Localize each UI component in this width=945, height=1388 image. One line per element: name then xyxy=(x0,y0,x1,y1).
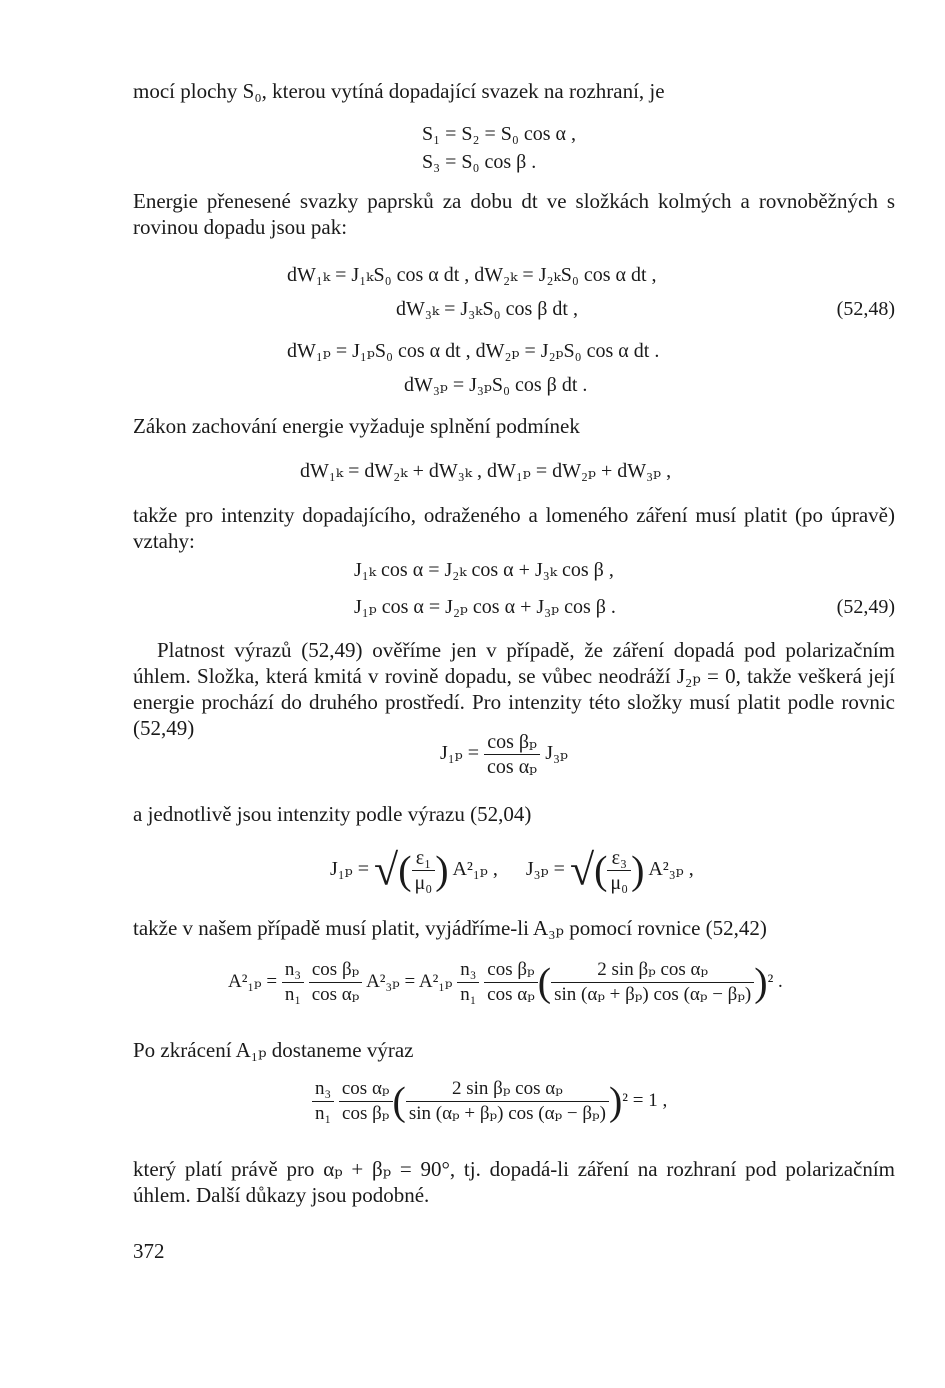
big-frac-3 xyxy=(457,958,479,1007)
equation-w1: dW₁ₖ = J₁ₖS₀ cos α dt , dW₂ₖ = J₂ₖS₀ cos α dt , xyxy=(287,264,657,286)
equation-ratio xyxy=(440,730,568,779)
sqrt-icon: √ xyxy=(374,845,399,895)
big-end: ² . xyxy=(767,970,783,992)
big-frac-1 xyxy=(282,958,304,1007)
big-frac-3-num: n₃ xyxy=(457,958,479,983)
big-frac-5-den: sin (αₚ + βₚ) cos (αₚ − βₚ) xyxy=(554,984,752,1005)
fin-frac-1 xyxy=(312,1077,334,1126)
fin-frac-2-den: cos βₚ xyxy=(342,1103,390,1124)
int-b-lhs: J₃ₚ = xyxy=(525,858,565,881)
ratio-rhs: J₃ₚ xyxy=(545,742,568,765)
fin-frac-1-num: n₃ xyxy=(312,1077,334,1102)
int-b-tail: A²₃ₚ , xyxy=(648,858,694,881)
equation-amplitude xyxy=(228,958,783,1007)
paragraph-6: a jednotlivě jsou intenzity podle výrazu (52,04) xyxy=(133,802,532,826)
big-frac-3-den: n₁ xyxy=(460,984,477,1005)
ratio-fraction xyxy=(484,730,540,779)
sqrt-icon: √ xyxy=(569,845,595,895)
equation-number-52-49: (52,49) xyxy=(836,596,895,618)
big-frac-2 xyxy=(309,958,363,1007)
paragraph-3: Zákon zachování energie vyžaduje splnění podmínek xyxy=(133,414,580,438)
big-mid: A²₃ₚ = A²₁ₚ xyxy=(366,970,453,992)
equation-number-52-48: (52,48) xyxy=(836,298,895,320)
ratio-lhs: J₁ₚ = xyxy=(440,742,480,765)
paren-close-icon: ) xyxy=(631,847,645,893)
equation-w3: dW₁ₚ = J₁ₚS₀ cos α dt , dW₂ₚ = J₂ₚS₀ cos α dt . xyxy=(287,340,660,362)
fin-end: ² = 1 , xyxy=(622,1089,668,1111)
page-number: 372 xyxy=(133,1239,165,1263)
int-a-fraction xyxy=(412,846,436,895)
big-frac-2-den: cos αₚ xyxy=(311,984,360,1005)
paren-close-icon: ) xyxy=(754,959,768,1005)
equation-w4: dW₃ₚ = J₃ₚS₀ cos β dt . xyxy=(404,374,588,396)
equation-j1: J₁ₖ cos α = J₂ₖ cos α + J₃ₖ cos β , xyxy=(354,559,614,581)
ratio-numerator: cos βₚ xyxy=(484,730,540,755)
equation-intensities xyxy=(330,846,694,895)
paren-open-icon: ( xyxy=(398,847,412,893)
paren-open-icon: ( xyxy=(392,1078,406,1124)
int-b-denominator: μ₀ xyxy=(610,872,629,894)
equation-final xyxy=(312,1077,667,1126)
paragraph-9: který platí právě pro αₚ + βₚ = 90°, tj. dopadá-li záření na rozhraní pod polarizačním úhlem. Další důkazy jsou podobné. xyxy=(133,1157,895,1207)
fin-frac-3-num: 2 sin βₚ cos αₚ xyxy=(406,1077,609,1102)
paren-close-icon: ) xyxy=(608,1078,623,1124)
paragraph-1: mocí plochy S₀, kterou vytíná dopadající svazek na rozhraní, je xyxy=(133,79,665,103)
fin-frac-1-den: n₁ xyxy=(315,1103,332,1124)
int-a-tail: A²₁ₚ , xyxy=(452,858,498,881)
paragraph-7: takže v našem případě musí platit, vyjádříme-li A₃ₚ pomocí rovnice (52,42) xyxy=(133,916,767,940)
ratio-denominator: cos αₚ xyxy=(487,756,538,778)
fin-frac-2-num: cos αₚ xyxy=(339,1077,393,1102)
big-frac-2-num: cos βₚ xyxy=(309,958,363,983)
big-frac-1-den: n₁ xyxy=(284,984,301,1005)
int-a-lhs: J₁ₚ = xyxy=(330,858,370,881)
paren-open-icon: ( xyxy=(537,959,552,1005)
int-b-fraction xyxy=(607,846,631,895)
paragraph-8: Po zkrácení A₁ₚ dostaneme výraz xyxy=(133,1038,414,1062)
big-frac-4-num: cos βₚ xyxy=(484,958,538,983)
paragraph-2: Energie přenesené svazky paprsků za dobu dt ve složkách kolmých a rovnoběžných s rovinou dopadu jsou pak: xyxy=(133,189,895,239)
int-b-numerator: ε₃ xyxy=(607,846,631,871)
equation-conservation: dW₁ₖ = dW₂ₖ + dW₃ₖ , dW₁ₚ = dW₂ₚ + dW₃ₚ , xyxy=(300,460,672,482)
big-frac-5 xyxy=(551,958,754,1007)
equation-s3: S₃ = S₀ cos β . xyxy=(422,151,537,173)
equation-w2: dW₃ₖ = J₃ₖS₀ cos β dt , xyxy=(396,298,578,320)
fin-frac-2 xyxy=(339,1077,393,1126)
big-frac-4 xyxy=(484,958,538,1007)
int-a-numerator: ε₁ xyxy=(412,846,436,871)
paragraph-4: takže pro intenzity dopadajícího, odraženého a lomeného záření musí platit (po úpravě) vztahy: xyxy=(133,503,895,553)
equation-s1: S₁ = S₂ = S₀ cos α , xyxy=(422,123,576,145)
big-frac-5-num: 2 sin βₚ cos αₚ xyxy=(551,958,754,983)
big-frac-4-den: cos αₚ xyxy=(487,984,535,1005)
big-lhs: A²₁ₚ = xyxy=(228,970,278,992)
big-frac-1-num: n₃ xyxy=(282,958,304,983)
fin-frac-3 xyxy=(406,1077,609,1126)
paren-close-icon: ) xyxy=(435,847,449,893)
paren-open-icon: ( xyxy=(594,847,608,893)
int-a-denominator: μ₀ xyxy=(414,872,433,894)
paragraph-5: Platnost výrazů (52,49) ověříme jen v případě, že záření dopadá pod polarizačním úhlem. Složka, která kmitá v rovině dopadu, se vůbec neodráží J₂ₚ = 0, takže veškerá její energie prochází do druhého prostředí. Pro intenzity této složky musí platit podle rovnic (52,49) xyxy=(133,638,895,740)
equation-j2: J₁ₚ cos α = J₂ₚ cos α + J₃ₚ cos β . xyxy=(354,596,616,618)
fin-frac-3-den: sin (αₚ + βₚ) cos (αₚ − βₚ) xyxy=(408,1103,606,1124)
